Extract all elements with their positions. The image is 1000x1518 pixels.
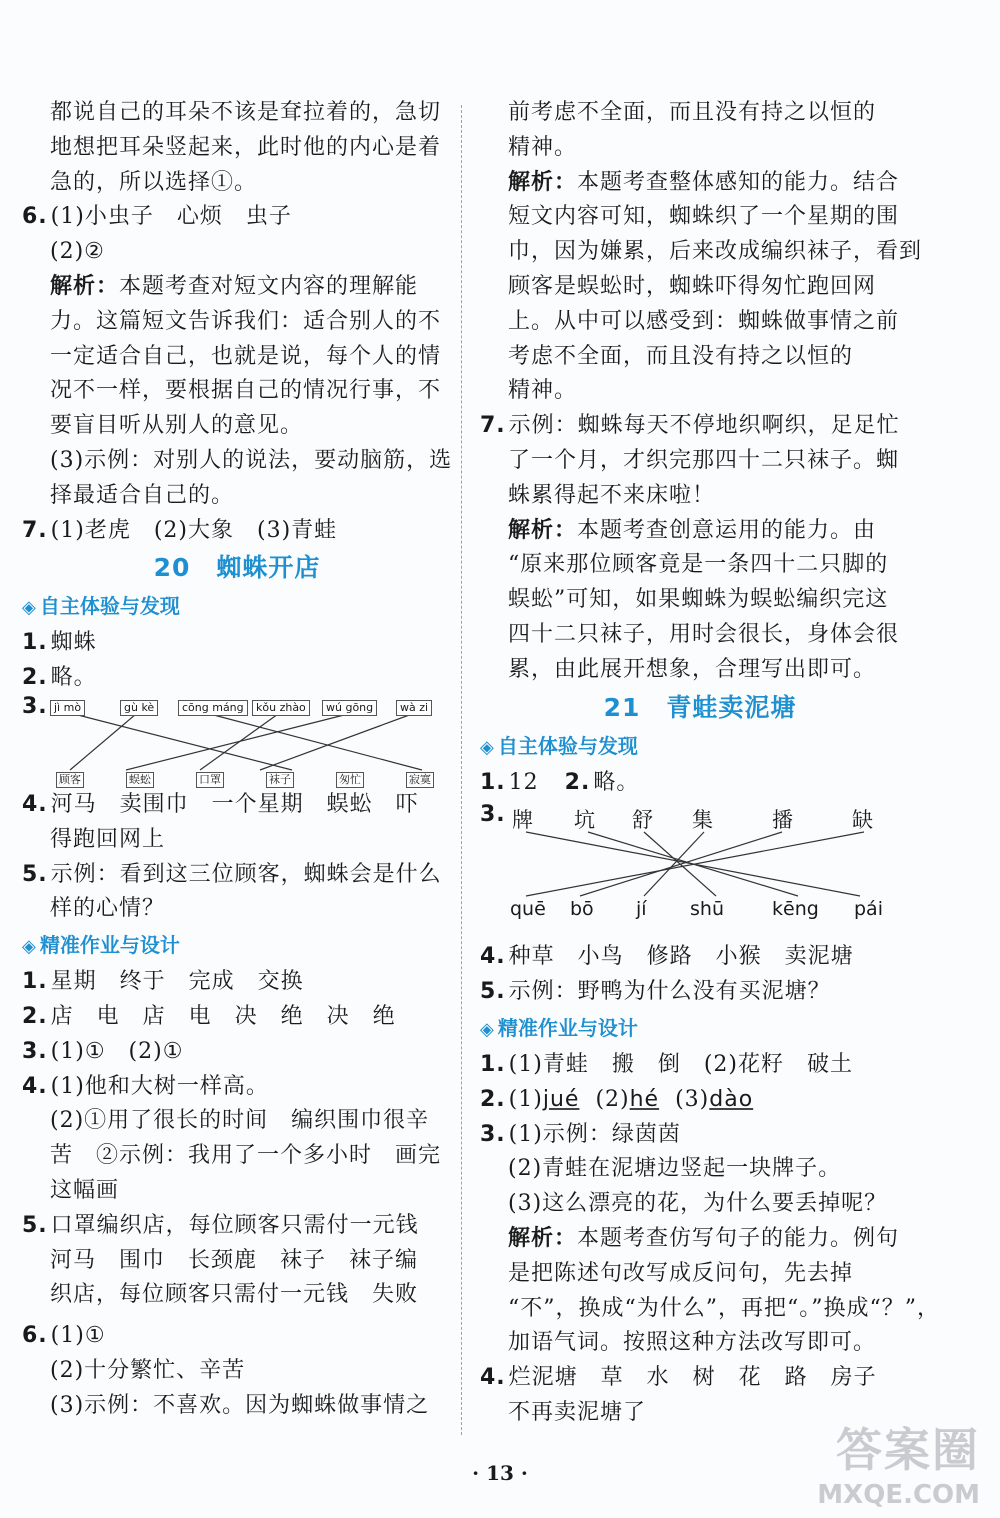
answer-text: (2)①用了很长的时间 编织围巾很辛 [50,1108,430,1134]
watermark-url: MXQE.COM [817,1480,980,1510]
analysis-text: “不”，换成“为什么”，再把“。”换成“？”， [508,1295,940,1321]
analysis-text: 力。这篇短文告诉我们：适合别人的不 [50,308,442,334]
answer-text: (1)青蛙 搬 倒 (2)花籽 破土 [508,1051,853,1077]
analysis-label: 解析： [508,517,578,543]
answer-text: (2)十分繁忙、辛苦 [50,1357,246,1383]
analysis-line [480,1222,920,1257]
character: 牌 [512,808,533,833]
text-line: 都说自己的耳朵不该是耷拉着的，急切 [50,100,442,125]
pinyin-box: kǒu zhào [252,700,310,716]
character-box: 寂寞 [406,772,434,788]
analysis-label: 解析： [50,273,120,299]
answer-line [22,788,452,823]
character: 坑 [574,808,595,833]
answer-text: 蛛累得起不来床啦！ [508,482,716,508]
analysis-text: 本题考查整体感知的能力。结合 [577,169,900,195]
question-number: 4. [22,791,48,817]
question-number: 2. [564,769,591,795]
character-box: 口罩 [196,772,224,788]
answer-line [22,1000,452,1035]
pinyin: quē [510,898,546,921]
lesson-21-title [480,688,920,728]
lesson-number: 20 [153,553,191,583]
question-number: 1. [480,1051,506,1077]
pinyin-box: gù kè [120,700,158,716]
diamond-icon: ◈ [22,936,36,958]
section-heading [480,728,920,766]
pinyin: shū [690,898,724,921]
analysis-text: 上。从中可以感受到：蜘蛛做事情之前 [508,308,900,334]
analysis-text: 一定适合自己，也就是说，每个人的情 [50,343,442,369]
diamond-icon: ◈ [480,1018,494,1040]
character-box: 顾客 [56,772,84,788]
answer-7-line [22,514,452,549]
lesson-number: 21 [603,692,641,722]
analysis-text: 精神。 [508,378,578,404]
pinyin: jí [636,898,647,921]
section-heading [480,1010,920,1048]
analysis-text: 本题考查仿写句子的能力。例句 [577,1225,900,1251]
answer-text: 蜘蛛 [50,630,97,656]
answer-text: (2)② [50,239,105,265]
answer-line [480,766,920,801]
question-number: 1. [22,969,48,995]
question-number: 6. [22,1323,48,1349]
analysis-line [480,514,920,549]
answer-text: 种草 小鸟 修路 小猴 卖泥塘 [508,944,854,970]
diamond-icon: ◈ [22,597,36,619]
right-column [480,96,940,1431]
analysis-text: 考虑不全面，而且没有持之以恒的 [508,343,854,369]
answer-line [22,1035,452,1070]
question-number: 1. [22,630,48,656]
question-number: 3. [22,1038,48,1064]
answer-text: (1)他和大树一样高。 [50,1073,269,1099]
question-number: 4. [480,944,506,970]
analysis-text: 四十二只袜子，用时会很长，身体会很 [508,621,900,647]
answer-text: 了一个月，才织完那四十二只袜子。蜘 [508,447,900,473]
answer-text: (1)老虎 (2)大象 (3)青蛙 [50,517,338,543]
question-number: 7. [22,517,48,543]
text-line: 急的，所以选择①。 [50,169,258,195]
answer-text: (3)这么漂亮的花，为什么要丢掉呢？ [508,1191,888,1217]
analysis-label: 解析： [508,169,578,195]
analysis-text: 加语气词。按照这种方法改写即可。 [508,1330,877,1356]
analysis-text: 是把陈述句改写成反问句，先去掉 [508,1260,854,1286]
section-title: 自主体验与发现 [497,733,638,758]
answer-text: 河马 卖围巾 一个星期 蜈蚣 吓 [50,791,419,817]
analysis-text: 要盲目听从别人的意见。 [50,413,304,439]
answer-line [22,1319,452,1354]
answer-text: 样的心情？ [50,896,166,922]
section-title: 精准作业与设计 [39,933,180,958]
character-box: 匆忙 [336,772,364,788]
pinyin-box: wú gōng [322,700,377,716]
character: 舒 [632,808,653,833]
question-number: 7. [480,413,506,439]
analysis-text: 累，由此展开想象，合理写出即可。 [508,656,877,682]
text-line: 前考虑不全面，而且没有持之以恒的 [508,100,877,125]
answer-line [480,940,920,975]
answer-text: 示例：野鸭为什么没有买泥塘？ [508,979,831,1005]
answer-text: 苦 ②示例：我用了一个多小时 画完 [50,1143,442,1169]
answer-text: 星期 终于 完成 交换 [50,969,304,995]
left-column [22,96,452,1424]
pinyin: pái [854,898,883,921]
page-number: · 13 · [472,1461,528,1485]
answer-line [22,1070,452,1105]
answer-text: (2)青蛙在泥塘边竖起一块牌子。 [508,1156,842,1182]
section-title: 自主体验与发现 [39,594,180,619]
analysis-text: 本题考查创意运用的能力。由 [577,517,877,543]
analysis-text: 况不一样，要根据自己的情况行事，不 [50,378,442,404]
answer-7-line [480,409,920,444]
watermark-text: 答案圈 [836,1423,980,1477]
diamond-icon: ◈ [480,736,494,758]
analysis-text: 短文内容可知，蜘蛛织了一个星期的围 [508,204,900,230]
answer-line [22,1209,452,1244]
question-number: 4. [480,1365,506,1391]
question-number: 3. [22,693,48,719]
answer-text: (1) [508,1086,543,1112]
answer-text: 烂泥塘 草 水 树 花 路 房子 [508,1365,877,1391]
character: 缺 [852,808,873,833]
pinyin-answer: jué [542,1086,580,1112]
answer-text: (1)① [50,1323,106,1349]
answer-text: 口罩编织店，每位顾客只需付一元钱 [50,1212,419,1238]
analysis-line [480,166,920,201]
lesson-name: 青蛙卖泥塘 [666,692,797,722]
lesson-20-title [22,548,452,588]
pinyin-box: jì mò [50,700,85,716]
answer-text: 示例：看到这三位顾客，蜘蛛会是什么 [50,861,442,887]
answer-line [22,965,452,1000]
analysis-label: 解析： [508,1225,578,1251]
text-line: 精神。 [508,134,578,160]
section-heading [22,927,452,965]
pinyin-box: cōng máng [178,700,248,716]
answer-text: 这幅画 [50,1177,120,1203]
answer-line [22,626,452,661]
analysis-text: 巾，因为嫌累，后来改成编织袜子，看到 [508,239,923,265]
question-number: 3. [480,1121,506,1147]
answer-line [22,858,452,893]
question-number: 2. [480,1086,506,1112]
pinyin-matching-exercise [22,693,452,788]
character-pinyin-matching [480,800,920,940]
analysis-text: 本题考查对短文内容的理解能 [119,273,419,299]
section-heading [22,588,452,626]
answer-text: (3)示例：对别人的说法，要动脑筋，选 [50,447,453,473]
analysis-text: 顾客是蜈蚣时，蜘蛛吓得匆忙跑回网 [508,273,877,299]
answer-line [480,1361,920,1396]
answer-text: 略。 [50,665,97,691]
answer-line [480,1083,920,1118]
analysis-text: “原来那位顾客竟是一条四十二只脚的 [508,552,889,578]
answer-text: 得跑回网上 [50,826,166,852]
question-number: 4. [22,1073,48,1099]
column-divider [461,105,462,1435]
answer-text: 择最适合自己的。 [50,482,235,508]
question-number: 6. [22,204,48,230]
answer-text: (3) [675,1086,710,1112]
question-number: 2. [22,665,48,691]
answer-line [480,1048,920,1083]
question-number: 3. [480,802,506,828]
answer-line [480,1118,920,1153]
question-number: 2. [22,1003,48,1029]
answer-text: 河马 围巾 长颈鹿 袜子 袜子编 [50,1247,419,1273]
character: 播 [772,808,793,833]
question-number: 5. [22,861,48,887]
pinyin: bō [570,898,594,921]
character-box: 袜子 [266,772,294,788]
character: 集 [692,808,713,833]
section-title: 精准作业与设计 [497,1015,638,1040]
pinyin-answer: hé [629,1086,660,1112]
pinyin: kēng [772,898,819,921]
lesson-name: 蜘蛛开店 [216,553,321,583]
character-box: 蜈蚣 [126,772,154,788]
text-line: 地想把耳朵竖起来，此时他的内心是着 [50,134,442,160]
question-number: 1. [480,769,506,795]
answer-text: (3)示例：不喜欢。因为蜘蛛做事情之 [50,1392,430,1418]
answer-text: (1)① (2)① [50,1038,184,1064]
pinyin-answer: dào [709,1086,754,1112]
answer-text: 店 电 店 电 决 绝 决 绝 [50,1003,396,1029]
answer-text: (1)小虫子 心烦 虫子 [50,204,292,230]
answer-6-line [22,200,452,235]
answer-text: 示例：蜘蛛每天不停地织啊织，足足忙 [508,413,900,439]
answer-text: 12 [508,769,539,795]
watermark [817,1414,980,1510]
analysis-text: 蜈蚣”可知，如果蜘蛛为蜈蚣编织完这 [508,587,889,613]
analysis-line [22,270,452,305]
answer-text: 略。 [593,769,640,795]
question-number: 5. [480,979,506,1005]
answer-text: 织店，每位顾客只需付一元钱 失败 [50,1282,419,1308]
answer-text: 不再卖泥塘了 [508,1399,647,1425]
question-number: 5. [22,1212,48,1238]
answer-line [22,661,452,696]
pinyin-box: wà zi [396,700,432,716]
answer-line [480,975,920,1010]
answer-text: (1)示例：绿茵茵 [508,1121,681,1147]
answer-text: (2) [595,1086,630,1112]
